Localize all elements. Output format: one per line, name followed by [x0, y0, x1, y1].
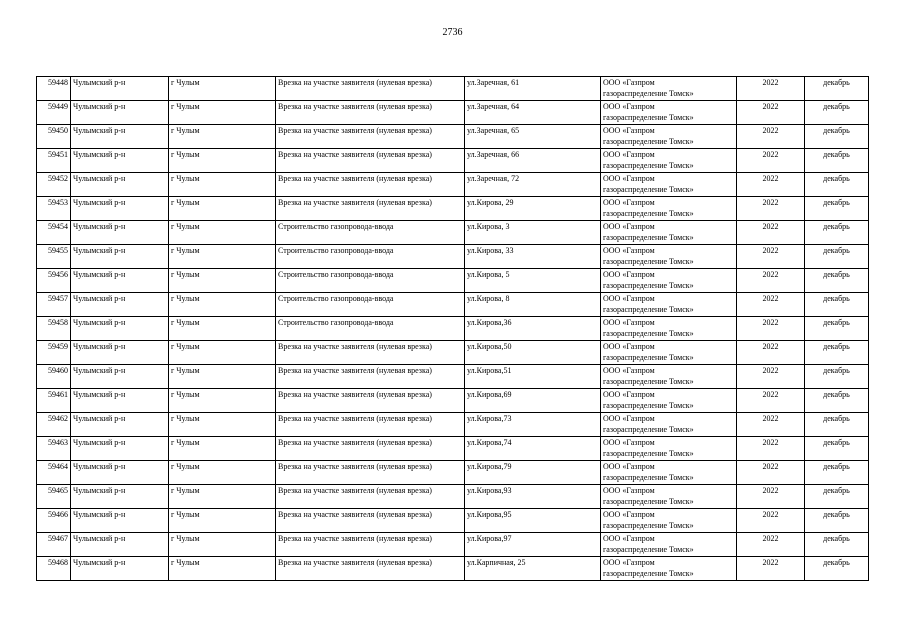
address-cell: ул.Кирова,74 — [465, 437, 601, 461]
district-cell: Чулымский р-н — [71, 293, 169, 317]
month-cell: декабрь — [805, 461, 869, 485]
organization-cell — [601, 197, 737, 221]
work-type-cell: Врезка на участке заявителя (нулевая врезка) — [276, 125, 465, 149]
table-row — [37, 461, 869, 485]
district-cell: Чулымский р-н — [71, 173, 169, 197]
organization-line: ООО «Газпром — [603, 534, 655, 543]
year-cell: 2022 — [737, 533, 805, 557]
month-cell: декабрь — [805, 197, 869, 221]
settlement-cell: г Чулым — [169, 221, 276, 245]
organization-line: ООО «Газпром — [603, 318, 655, 327]
organization-cell — [601, 149, 737, 173]
year-cell: 2022 — [737, 557, 805, 581]
row-number-cell: 59459 — [37, 341, 71, 365]
district-cell: Чулымский р-н — [71, 245, 169, 269]
month-cell: декабрь — [805, 125, 869, 149]
table-row — [37, 77, 869, 101]
row-number-cell: 59466 — [37, 509, 71, 533]
table-row — [37, 341, 869, 365]
table-row — [37, 221, 869, 245]
table-row — [37, 149, 869, 173]
organization-cell — [601, 389, 737, 413]
table-row — [37, 269, 869, 293]
row-number-cell: 59463 — [37, 437, 71, 461]
organization-cell — [601, 437, 737, 461]
organization-line: ООО «Газпром — [603, 486, 655, 495]
work-type-cell: Строительство газопровода-ввода — [276, 317, 465, 341]
row-number-cell: 59449 — [37, 101, 71, 125]
address-cell: ул.Кирова,36 — [465, 317, 601, 341]
district-cell: Чулымский р-н — [71, 197, 169, 221]
organization-cell — [601, 341, 737, 365]
settlement-cell: г Чулым — [169, 485, 276, 509]
year-cell: 2022 — [737, 221, 805, 245]
organization-line: газораспределение Томск» — [603, 497, 694, 506]
organization-cell — [601, 77, 737, 101]
year-cell: 2022 — [737, 125, 805, 149]
address-cell: ул.Заречная, 72 — [465, 173, 601, 197]
organization-line: газораспределение Томск» — [603, 545, 694, 554]
address-cell: ул.Заречная, 61 — [465, 77, 601, 101]
settlement-cell: г Чулым — [169, 293, 276, 317]
table-row — [37, 413, 869, 437]
row-number-cell: 59454 — [37, 221, 71, 245]
month-cell: декабрь — [805, 317, 869, 341]
month-cell: декабрь — [805, 101, 869, 125]
organization-line: ООО «Газпром — [603, 366, 655, 375]
table-row — [37, 509, 869, 533]
organization-line: газораспределение Томск» — [603, 281, 694, 290]
month-cell: декабрь — [805, 533, 869, 557]
work-type-cell: Врезка на участке заявителя (нулевая врезка) — [276, 149, 465, 173]
work-type-cell: Врезка на участке заявителя (нулевая врезка) — [276, 389, 465, 413]
organization-cell — [601, 509, 737, 533]
year-cell: 2022 — [737, 461, 805, 485]
address-cell: ул.Кирова,97 — [465, 533, 601, 557]
district-cell: Чулымский р-н — [71, 413, 169, 437]
settlement-cell: г Чулым — [169, 437, 276, 461]
district-cell: Чулымский р-н — [71, 485, 169, 509]
work-type-cell: Врезка на участке заявителя (нулевая врезка) — [276, 413, 465, 437]
organization-line: ООО «Газпром — [603, 510, 655, 519]
year-cell: 2022 — [737, 509, 805, 533]
work-type-cell: Врезка на участке заявителя (нулевая врезка) — [276, 509, 465, 533]
district-cell: Чулымский р-н — [71, 557, 169, 581]
month-cell: декабрь — [805, 293, 869, 317]
district-cell: Чулымский р-н — [71, 77, 169, 101]
organization-line: газораспределение Томск» — [603, 257, 694, 266]
settlement-cell: г Чулым — [169, 533, 276, 557]
address-cell: ул.Кирова,93 — [465, 485, 601, 509]
row-number-cell: 59450 — [37, 125, 71, 149]
district-cell: Чулымский р-н — [71, 461, 169, 485]
gasification-table — [36, 76, 869, 581]
year-cell: 2022 — [737, 77, 805, 101]
organization-cell — [601, 221, 737, 245]
table-body — [37, 77, 869, 581]
year-cell: 2022 — [737, 341, 805, 365]
address-cell: ул.Кирова, 3 — [465, 221, 601, 245]
settlement-cell: г Чулым — [169, 365, 276, 389]
settlement-cell: г Чулым — [169, 77, 276, 101]
month-cell: декабрь — [805, 269, 869, 293]
address-cell: ул.Кирова,69 — [465, 389, 601, 413]
year-cell: 2022 — [737, 293, 805, 317]
address-cell: ул.Кирова,95 — [465, 509, 601, 533]
work-type-cell: Врезка на участке заявителя (нулевая врезка) — [276, 101, 465, 125]
organization-cell — [601, 413, 737, 437]
row-number-cell: 59465 — [37, 485, 71, 509]
settlement-cell: г Чулым — [169, 269, 276, 293]
district-cell: Чулымский р-н — [71, 125, 169, 149]
address-cell: ул.Заречная, 64 — [465, 101, 601, 125]
address-cell: ул.Кирова,73 — [465, 413, 601, 437]
district-cell: Чулымский р-н — [71, 533, 169, 557]
organization-line: газораспределение Томск» — [603, 233, 694, 242]
table-row — [37, 389, 869, 413]
settlement-cell: г Чулым — [169, 101, 276, 125]
row-number-cell: 59455 — [37, 245, 71, 269]
row-number-cell: 59461 — [37, 389, 71, 413]
month-cell: декабрь — [805, 389, 869, 413]
organization-cell — [601, 173, 737, 197]
table-row — [37, 485, 869, 509]
work-type-cell: Врезка на участке заявителя (нулевая врезка) — [276, 485, 465, 509]
year-cell: 2022 — [737, 269, 805, 293]
organization-cell — [601, 485, 737, 509]
row-number-cell: 59457 — [37, 293, 71, 317]
work-type-cell: Врезка на участке заявителя (нулевая врезка) — [276, 173, 465, 197]
address-cell: ул.Кирова, 8 — [465, 293, 601, 317]
work-type-cell: Врезка на участке заявителя (нулевая врезка) — [276, 365, 465, 389]
row-number-cell: 59448 — [37, 77, 71, 101]
address-cell: ул.Кирова, 29 — [465, 197, 601, 221]
work-type-cell: Врезка на участке заявителя (нулевая врезка) — [276, 77, 465, 101]
district-cell: Чулымский р-н — [71, 341, 169, 365]
organization-line: газораспределение Томск» — [603, 569, 694, 578]
settlement-cell: г Чулым — [169, 461, 276, 485]
organization-line: газораспределение Томск» — [603, 137, 694, 146]
row-number-cell: 59453 — [37, 197, 71, 221]
organization-line: газораспределение Томск» — [603, 353, 694, 362]
address-cell: ул.Кирова,79 — [465, 461, 601, 485]
organization-line: ООО «Газпром — [603, 150, 655, 159]
year-cell: 2022 — [737, 485, 805, 509]
month-cell: декабрь — [805, 341, 869, 365]
table-row — [37, 437, 869, 461]
month-cell: декабрь — [805, 365, 869, 389]
settlement-cell: г Чулым — [169, 389, 276, 413]
month-cell: декабрь — [805, 149, 869, 173]
row-number-cell: 59467 — [37, 533, 71, 557]
address-cell: ул.Кирова,51 — [465, 365, 601, 389]
organization-cell — [601, 557, 737, 581]
address-cell: ул.Заречная, 66 — [465, 149, 601, 173]
month-cell: декабрь — [805, 509, 869, 533]
work-type-cell: Врезка на участке заявителя (нулевая врезка) — [276, 197, 465, 221]
organization-line: газораспределение Томск» — [603, 425, 694, 434]
address-cell: ул.Карпичная, 25 — [465, 557, 601, 581]
table-row — [37, 173, 869, 197]
organization-line: газораспределение Томск» — [603, 113, 694, 122]
organization-line: ООО «Газпром — [603, 174, 655, 183]
month-cell: декабрь — [805, 485, 869, 509]
row-number-cell: 59456 — [37, 269, 71, 293]
settlement-cell: г Чулым — [169, 149, 276, 173]
organization-cell — [601, 293, 737, 317]
row-number-cell: 59451 — [37, 149, 71, 173]
district-cell: Чулымский р-н — [71, 317, 169, 341]
table-row — [37, 125, 869, 149]
organization-line: ООО «Газпром — [603, 294, 655, 303]
table-row — [37, 293, 869, 317]
district-cell: Чулымский р-н — [71, 101, 169, 125]
district-cell: Чулымский р-н — [71, 365, 169, 389]
organization-line: ООО «Газпром — [603, 558, 655, 567]
organization-line: ООО «Газпром — [603, 270, 655, 279]
address-cell: ул.Заречная, 65 — [465, 125, 601, 149]
district-cell: Чулымский р-н — [71, 269, 169, 293]
organization-line: газораспределение Томск» — [603, 161, 694, 170]
settlement-cell: г Чулым — [169, 197, 276, 221]
work-type-cell: Строительство газопровода-ввода — [276, 293, 465, 317]
year-cell: 2022 — [737, 197, 805, 221]
table-row — [37, 533, 869, 557]
table-row — [37, 365, 869, 389]
settlement-cell: г Чулым — [169, 413, 276, 437]
month-cell: декабрь — [805, 77, 869, 101]
row-number-cell: 59468 — [37, 557, 71, 581]
settlement-cell: г Чулым — [169, 173, 276, 197]
organization-line: ООО «Газпром — [603, 198, 655, 207]
year-cell: 2022 — [737, 365, 805, 389]
table-row — [37, 245, 869, 269]
organization-line: ООО «Газпром — [603, 78, 655, 87]
settlement-cell: г Чулым — [169, 341, 276, 365]
year-cell: 2022 — [737, 173, 805, 197]
organization-line: ООО «Газпром — [603, 414, 655, 423]
district-cell: Чулымский р-н — [71, 221, 169, 245]
organization-line: газораспределение Томск» — [603, 473, 694, 482]
organization-line: газораспределение Томск» — [603, 449, 694, 458]
year-cell: 2022 — [737, 245, 805, 269]
table-row — [37, 557, 869, 581]
table-row — [37, 317, 869, 341]
year-cell: 2022 — [737, 317, 805, 341]
table-row — [37, 101, 869, 125]
organization-line: газораспределение Томск» — [603, 521, 694, 530]
organization-cell — [601, 461, 737, 485]
settlement-cell: г Чулым — [169, 509, 276, 533]
organization-cell — [601, 533, 737, 557]
row-number-cell: 59462 — [37, 413, 71, 437]
district-cell: Чулымский р-н — [71, 509, 169, 533]
month-cell: декабрь — [805, 221, 869, 245]
work-type-cell: Строительство газопровода-ввода — [276, 245, 465, 269]
organization-line: ООО «Газпром — [603, 438, 655, 447]
organization-line: газораспределение Томск» — [603, 401, 694, 410]
year-cell: 2022 — [737, 101, 805, 125]
district-cell: Чулымский р-н — [71, 149, 169, 173]
organization-line: ООО «Газпром — [603, 102, 655, 111]
address-cell: ул.Кирова,50 — [465, 341, 601, 365]
settlement-cell: г Чулым — [169, 245, 276, 269]
month-cell: декабрь — [805, 557, 869, 581]
organization-line: ООО «Газпром — [603, 462, 655, 471]
organization-line: ООО «Газпром — [603, 246, 655, 255]
settlement-cell: г Чулым — [169, 557, 276, 581]
year-cell: 2022 — [737, 413, 805, 437]
year-cell: 2022 — [737, 437, 805, 461]
organization-cell — [601, 269, 737, 293]
organization-line: ООО «Газпром — [603, 222, 655, 231]
organization-line: газораспределение Томск» — [603, 185, 694, 194]
year-cell: 2022 — [737, 149, 805, 173]
page-number: 2736 — [442, 27, 463, 38]
organization-line: ООО «Газпром — [603, 390, 655, 399]
work-type-cell: Врезка на участке заявителя (нулевая врезка) — [276, 533, 465, 557]
organization-cell — [601, 125, 737, 149]
work-type-cell: Врезка на участке заявителя (нулевая врезка) — [276, 341, 465, 365]
settlement-cell: г Чулым — [169, 317, 276, 341]
row-number-cell: 59464 — [37, 461, 71, 485]
organization-line: газораспределение Томск» — [603, 305, 694, 314]
table-row — [37, 197, 869, 221]
organization-line: газораспределение Томск» — [603, 209, 694, 218]
row-number-cell: 59458 — [37, 317, 71, 341]
organization-line: газораспределение Томск» — [603, 329, 694, 338]
month-cell: декабрь — [805, 437, 869, 461]
organization-line: газораспределение Томск» — [603, 89, 694, 98]
row-number-cell: 59452 — [37, 173, 71, 197]
organization-line: ООО «Газпром — [603, 126, 655, 135]
organization-line: ООО «Газпром — [603, 342, 655, 351]
organization-cell — [601, 365, 737, 389]
work-type-cell: Врезка на участке заявителя (нулевая врезка) — [276, 461, 465, 485]
work-type-cell: Строительство газопровода-ввода — [276, 221, 465, 245]
month-cell: декабрь — [805, 413, 869, 437]
organization-line: газораспределение Томск» — [603, 377, 694, 386]
month-cell: декабрь — [805, 245, 869, 269]
row-number-cell: 59460 — [37, 365, 71, 389]
year-cell: 2022 — [737, 389, 805, 413]
address-cell: ул.Кирова, 5 — [465, 269, 601, 293]
work-type-cell: Врезка на участке заявителя (нулевая врезка) — [276, 437, 465, 461]
district-cell: Чулымский р-н — [71, 437, 169, 461]
month-cell: декабрь — [805, 173, 869, 197]
work-type-cell: Строительство газопровода-ввода — [276, 269, 465, 293]
district-cell: Чулымский р-н — [71, 389, 169, 413]
settlement-cell: г Чулым — [169, 125, 276, 149]
organization-cell — [601, 245, 737, 269]
organization-cell — [601, 101, 737, 125]
organization-cell — [601, 317, 737, 341]
address-cell: ул.Кирова, 33 — [465, 245, 601, 269]
work-type-cell: Врезка на участке заявителя (нулевая врезка) — [276, 557, 465, 581]
